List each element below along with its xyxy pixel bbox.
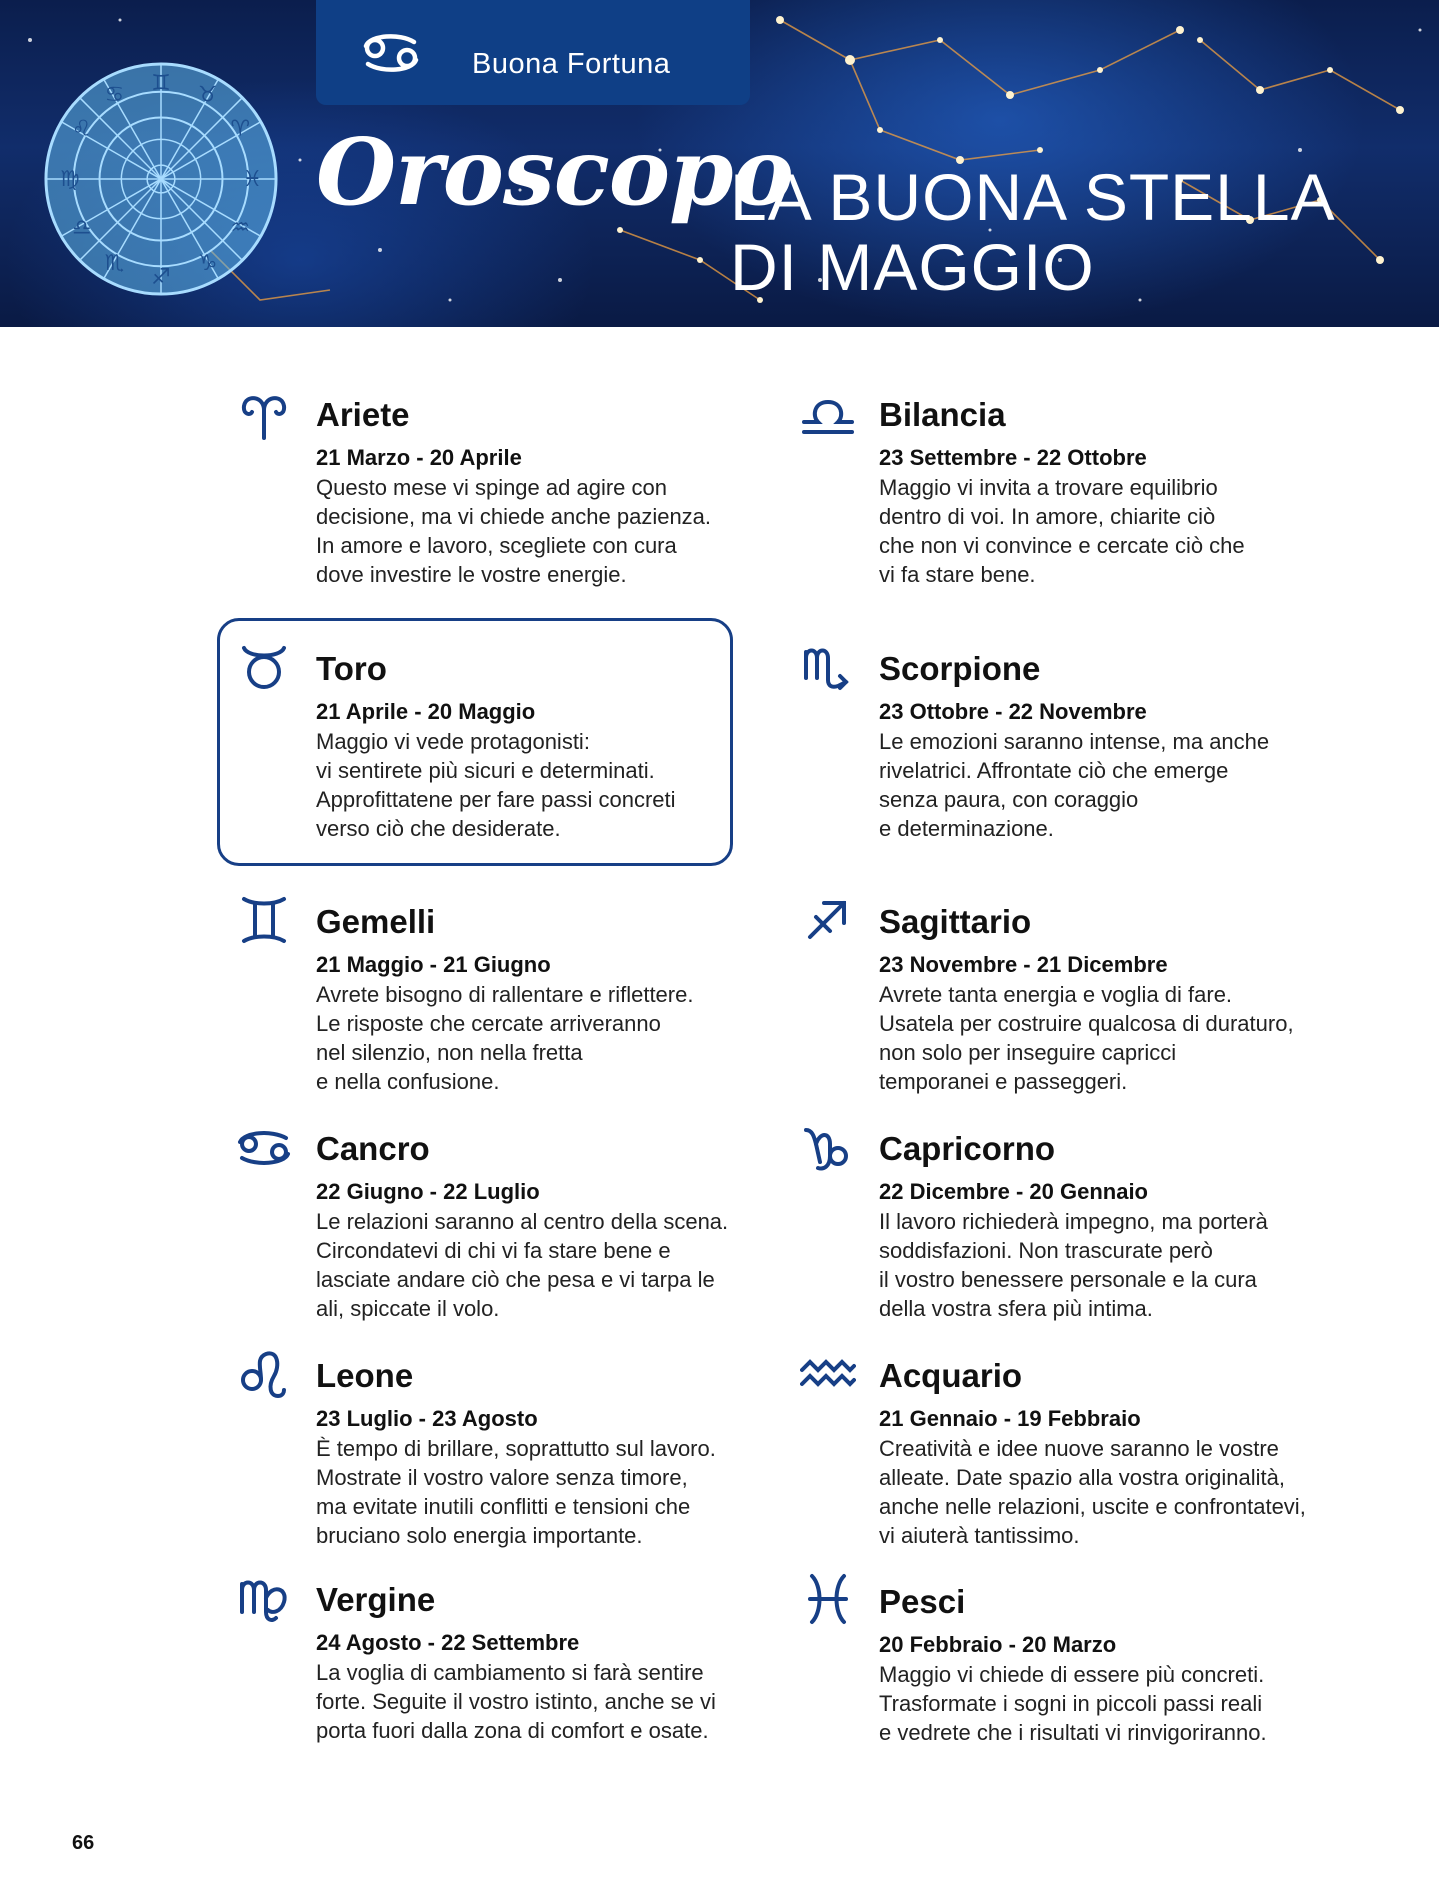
sign-text-toro: Maggio vi vede protagonisti: vi sentirete più sicuri e determinati. Approfittatene per fare passi concreti verso ciò che desiderate. (316, 729, 676, 841)
sign-dates-ariete: 21 Marzo - 20 Aprile (316, 445, 522, 470)
page-title-line-1: LA BUONA STELLA (730, 160, 1336, 234)
cancer-icon (236, 1122, 292, 1176)
page-title-line-2: DI MAGGIO (730, 230, 1095, 304)
aries-icon (236, 390, 292, 444)
gemini-icon (236, 893, 292, 947)
aquarius-icon (800, 1348, 856, 1402)
sign-text-bilancia: Maggio vi invita a trovare equilibrio dentro di voi. In amore, chiarite ciò che non vi convince e cercate ciò che vi fa stare bene. (879, 475, 1245, 587)
svg-text:♓: ♓ (242, 166, 263, 192)
section-tag (316, 0, 750, 105)
sign-dates-pesci: 20 Febbraio - 20 Marzo (879, 1632, 1117, 1657)
section-tag-label: Buona Fortuna (472, 48, 671, 80)
sign-text-ariete: Questo mese vi spinge ad agire con decisione, ma vi chiede anche pazienza. In amore e lavoro, scegliete con cura dove investire le vostre energie. (316, 475, 712, 587)
sign-name-cancro: Cancro (316, 1130, 430, 1167)
sign-text-cancro: Le relazioni saranno al centro della scena. Circondatevi di chi vi fa stare bene e lasciate andare ciò che pesa e vi tarpa le ali, spiccate il volo. (316, 1209, 729, 1321)
sagittarius-icon (800, 893, 856, 947)
sign-name-gemelli: Gemelli (316, 903, 436, 940)
sign-name-vergine: Vergine (316, 1581, 436, 1618)
sign-text-scorpione: Le emozioni saranno intense, ma anche rivelatrici. Affrontate ciò che emerge senza paura, con coraggio e determinazione. (879, 729, 1270, 841)
taurus-icon (236, 640, 292, 694)
header-banner (0, 0, 1439, 327)
svg-text:♉: ♉ (197, 82, 218, 108)
zodiac-wheel-icon (42, 60, 280, 298)
sign-dates-gemelli: 21 Maggio - 21 Giugno (316, 952, 551, 977)
sign-text-sagittario: Avrete tanta energia e voglia di fare. Usatela per costruire qualcosa di duraturo, non solo per inseguire capricci temporanei e passeggeri. (879, 982, 1294, 1094)
sign-name-capricorno: Capricorno (879, 1130, 1056, 1167)
svg-text:♍: ♍ (59, 166, 80, 192)
pisces-icon (800, 1572, 856, 1626)
svg-text:♎: ♎ (71, 215, 92, 241)
script-title: Oroscopo (316, 118, 793, 226)
virgo-icon (236, 1572, 292, 1626)
svg-text:♐: ♐ (151, 265, 171, 291)
sign-name-ariete: Ariete (316, 396, 410, 433)
sign-name-pesci: Pesci (879, 1583, 966, 1620)
svg-text:♏: ♏ (104, 251, 125, 277)
sign-name-sagittario: Sagittario (879, 903, 1032, 940)
sign-name-scorpione: Scorpione (879, 650, 1041, 687)
sign-name-bilancia: Bilancia (879, 396, 1006, 433)
sign-dates-leone: 23 Luglio - 23 Agosto (316, 1406, 538, 1431)
svg-text:♊: ♊ (151, 70, 171, 96)
sign-text-pesci: Maggio vi chiede di essere più concreti. Trasformate i sogni in piccoli passi reali e vedrete che i risultati vi rinvigoriranno. (879, 1662, 1267, 1745)
svg-text:♑: ♑ (197, 251, 218, 277)
libra-icon (800, 390, 856, 444)
sign-text-leone: È tempo di brillare, soprattutto sul lavoro. Mostrate il vostro valore senza timore, ma evitate inutili conflitti e tensioni che bruciano solo energia importante. (316, 1436, 716, 1548)
sign-dates-sagittario: 23 Novembre - 21 Dicembre (879, 952, 1168, 977)
sign-name-toro: Toro (316, 650, 387, 687)
sign-text-capricorno: Il lavoro richiederà impegno, ma porterà soddisfazioni. Non trascurate però il vostro benessere personale e la cura della vostra sfera più intima. (879, 1209, 1268, 1321)
svg-text:♒: ♒ (230, 215, 251, 241)
sign-dates-cancro: 22 Giugno - 22 Luglio (316, 1179, 540, 1204)
cancer-glyph-icon (360, 30, 422, 76)
sign-dates-capricorno: 22 Dicembre - 20 Gennaio (879, 1179, 1148, 1204)
svg-text:♈: ♈ (230, 116, 251, 142)
sign-dates-toro: 21 Aprile - 20 Maggio (316, 699, 536, 724)
sign-name-acquario: Acquario (879, 1357, 1023, 1394)
scorpio-icon (800, 640, 856, 694)
page-title (730, 162, 1336, 302)
sign-dates-vergine: 24 Agosto - 22 Settembre (316, 1630, 580, 1655)
sign-text-acquario: Creatività e idee nuove saranno le vostre alleate. Date spazio alla vostra originalità, anche nelle relazioni, uscite e confrontatevi, vi aiuterà tantissimo. (879, 1436, 1306, 1548)
svg-text:♌: ♌ (71, 116, 92, 142)
svg-text:♋: ♋ (104, 82, 125, 108)
sign-dates-scorpione: 23 Ottobre - 22 Novembre (879, 699, 1147, 724)
sign-text-gemelli: Avrete bisogno di rallentare e riflettere. Le risposte che cercate arriveranno nel silenzio, non nella fretta e nella confusione. (316, 982, 694, 1094)
sign-dates-acquario: 21 Gennaio - 19 Febbraio (879, 1406, 1141, 1431)
leo-icon (236, 1348, 292, 1402)
page-number: 66 (72, 1832, 95, 1854)
capricorn-icon (800, 1122, 856, 1176)
sign-dates-bilancia: 23 Settembre - 22 Ottobre (879, 445, 1147, 470)
sign-name-leone: Leone (316, 1357, 414, 1394)
sign-text-vergine: La voglia di cambiamento si farà sentire forte. Seguite il vostro istinto, anche se vi porta fuori dalla zona di comfort e osate. (316, 1660, 716, 1743)
